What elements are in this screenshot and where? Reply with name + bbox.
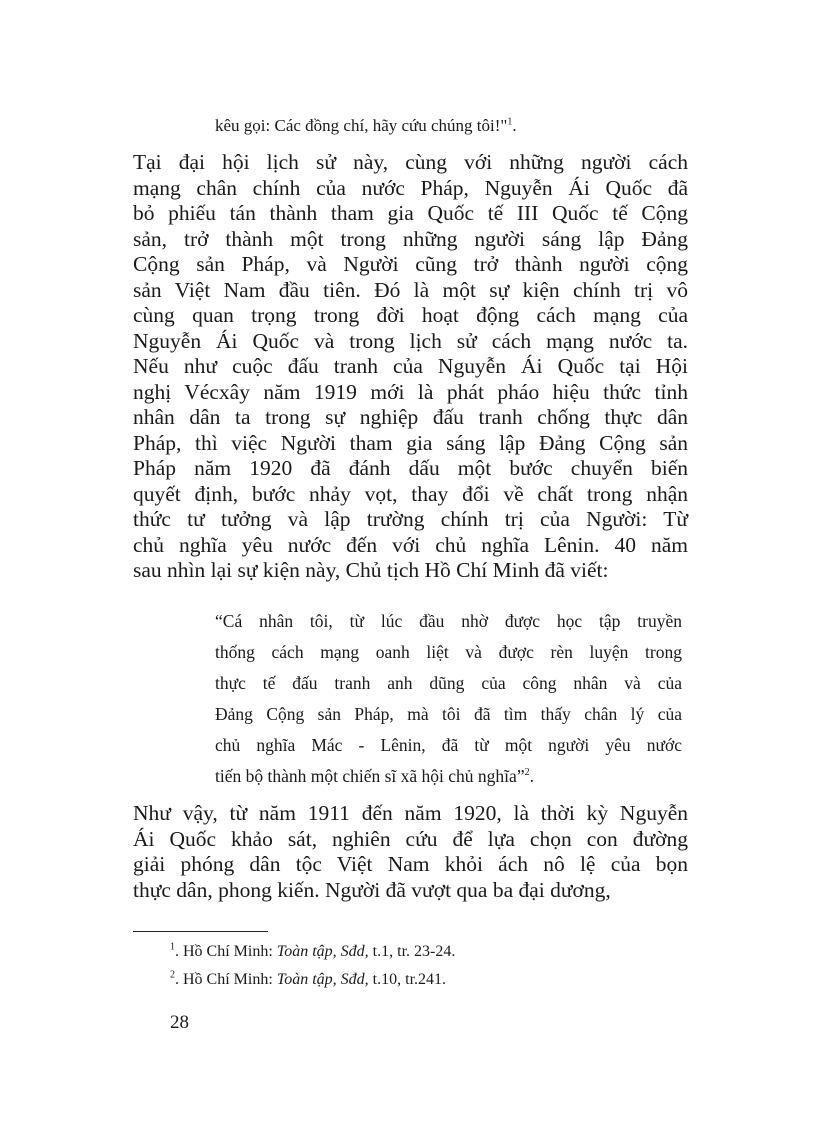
block-quote (215, 606, 682, 792)
text-line: Cộng sản Pháp, và Người cũng trở thành người cộng (133, 252, 688, 276)
quote-line: chủ nghĩa Mác - Lênin, đã từ một người yêu nước (215, 735, 682, 755)
footnote-source: Toàn tập, Sđd, (276, 971, 369, 988)
text-line: Pháp, thì việc Người tham gia sáng lập Đảng Cộng sản (133, 430, 688, 455)
quote-line: Đảng Cộng sản Pháp, mà tôi đã tìm thấy chân lý của (215, 704, 682, 724)
paragraph-2 (133, 801, 688, 903)
text-line: mạng chân chính của nước Pháp, Nguyễn Ái Quốc đã (133, 175, 688, 200)
footnote-ref-1[interactable]: 1 (507, 116, 513, 128)
top-quote-text: kêu gọi: Các đồng chí, hãy cứu chúng tôi!" (215, 116, 508, 135)
quote-line: thực tế đấu tranh anh dũng của công nhân và của (215, 673, 682, 693)
footnotes (170, 938, 670, 994)
text-line: sau nhìn lại sự kiện này, Chủ tịch Hồ Chí Minh đã viết: (133, 558, 609, 582)
footnote-detail: t.1, tr. 23-24. (368, 943, 456, 960)
text-line: quyết định, bước nhảy vọt, thay đổi về chất trong nhận (133, 481, 688, 506)
quote-line-text: tiến bộ thành một chiến sĩ xã hội chủ nghĩa” (215, 766, 525, 786)
footnote-mark: 1 (170, 941, 175, 953)
text-line: thức tư tưởng và lập trường chính trị của Người: Từ (133, 507, 688, 531)
top-quote-line (215, 115, 685, 137)
page-number: 28 (170, 1012, 189, 1033)
quote-line: thống cách mạng oanh liệt và được rèn luyện trong (215, 642, 682, 662)
text-line: Ái Quốc khảo sát, nghiên cứu để lựa chọn con đường (133, 826, 688, 851)
text-line: giải phóng dân tộc Việt Nam khỏi ách nô lệ của bọn (133, 852, 688, 876)
footnote-prefix: . Hồ Chí Minh: (175, 943, 277, 960)
text-line: Tại đại hội lịch sử này, cùng với những người cách (133, 150, 688, 174)
text-line: chủ nghĩa yêu nước đến với chủ nghĩa Lênin. 40 năm (133, 532, 688, 557)
quote-end: . (529, 766, 534, 786)
footnote-mark: 2 (170, 969, 175, 981)
text-line: cùng quan trọng trong đời hoạt động cách mạng của (133, 303, 688, 327)
text-line: Pháp năm 1920 đã đánh dấu một bước chuyển biến (133, 456, 688, 480)
top-quote-end: . (512, 116, 517, 135)
footnote-prefix: . Hồ Chí Minh: (175, 971, 277, 988)
text-line: Nếu như cuộc đấu tranh của Nguyễn Ái Quốc tại Hội (133, 354, 688, 378)
footnote-divider (133, 931, 268, 932)
text-line: nghị Vécxây năm 1919 mới là phát pháo hiệu thức tỉnh (133, 379, 688, 404)
text-line: Nguyễn Ái Quốc và trong lịch sử cách mạng nước ta. (133, 328, 688, 353)
text-line: sản, trở thành một trong những người sáng lập Đảng (133, 226, 688, 251)
footnote-2 (170, 966, 670, 994)
footnote-ref-2[interactable]: 2 (524, 767, 530, 779)
paragraph-1 (133, 150, 688, 584)
text-line: bỏ phiếu tán thành tham gia Quốc tế III Quốc tế Cộng (133, 201, 688, 225)
footnote-source: Toàn tập, Sđd, (276, 943, 369, 960)
footnote-1 (170, 938, 670, 966)
quote-line: “Cá nhân tôi, từ lúc đầu nhờ được học tập truyền (215, 611, 682, 631)
footnote-detail: t.10, tr.241. (368, 971, 447, 988)
text-line: Như vậy, từ năm 1911 đến năm 1920, là thời kỳ Nguyễn (133, 801, 688, 825)
text-line: thực dân, phong kiến. Người đã vượt qua ba đại dương, (133, 877, 611, 902)
text-line: sản Việt Nam đầu tiên. Đó là một sự kiện chính trị vô (133, 277, 688, 302)
text-line: nhân dân ta trong sự nghiệp đấu tranh chống thực dân (133, 405, 688, 429)
quote-line-last (215, 761, 682, 792)
